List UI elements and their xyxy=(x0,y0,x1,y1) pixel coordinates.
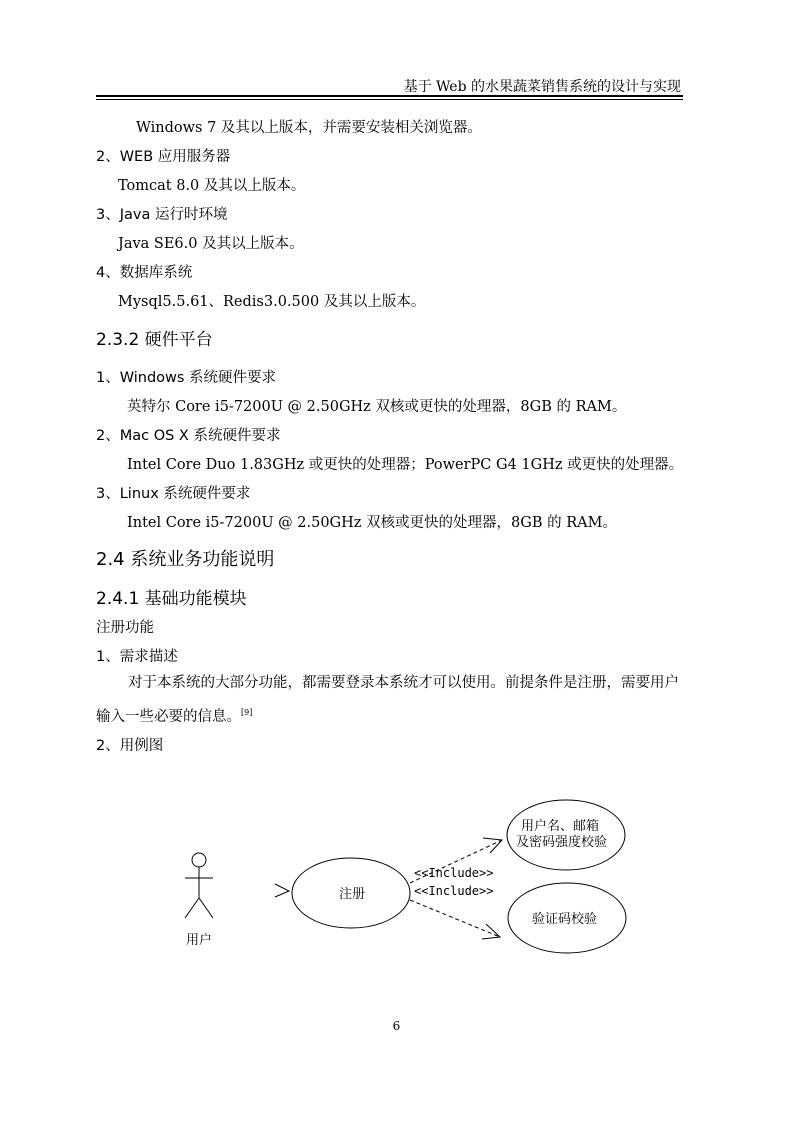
mac-hw-heading: 2、Mac OS X 系统硬件要求 xyxy=(96,428,281,444)
association-arrowhead xyxy=(275,884,289,897)
include-arrowhead-1 xyxy=(483,838,502,853)
register-label: 注册 xyxy=(339,887,366,902)
include-label-2: <<Include>> xyxy=(414,884,494,898)
windows-hw-heading: 1、Windows 系统硬件要求 xyxy=(96,370,277,386)
linux-hw-heading: 3、Linux 系统硬件要求 xyxy=(96,486,251,502)
include-label-1: <<Include>> xyxy=(414,866,494,880)
requirement-heading: 1、需求描述 xyxy=(96,649,178,665)
linux-hw-text: Intel Core i5-7200U @ 2.50GHz 双核或更快的处理器，8GB 的 RAM。 xyxy=(127,515,617,531)
include-arrow-2 xyxy=(410,900,500,937)
captcha-check-label: 验证码校验 xyxy=(532,912,598,927)
hardware-platform-heading: 2.3.2 硬件平台 xyxy=(96,330,213,350)
database-heading: 4、数据库系统 xyxy=(96,265,193,281)
requirement-text: 对于本系统的大部分功能，都需要登录本系统才可以使用。前提条件是注册，需要用户输入一些必要的信息。 xyxy=(96,675,679,725)
include-arrowhead-2 xyxy=(482,924,500,939)
actor-figure xyxy=(185,853,213,918)
running-header: 基于 Web 的水果蔬菜销售系统的设计与实现 xyxy=(403,79,681,95)
actor-right-leg xyxy=(199,898,213,918)
windows-hw-text: 英特尔 Core i5-7200U @ 2.50GHz 双核或更快的处理器，8GB 的 RAM。 xyxy=(127,399,627,415)
page-number: 6 xyxy=(392,1019,401,1033)
database-text: Mysql5.5.61、Redis3.0.500 及其以上版本。 xyxy=(118,294,426,310)
java-heading: 3、Java 运行时环境 xyxy=(96,207,228,223)
actor-label: 用户 xyxy=(186,933,213,948)
java-text: Java SE6.0 及其以上版本。 xyxy=(118,236,304,252)
mac-hw-text: Intel Core Duo 1.83GHz 或更快的处理器；PowerPC G4 1GHz 或更快的处理器。 xyxy=(127,457,684,473)
citation-mark: [9] xyxy=(241,708,253,717)
web-server-text: Tomcat 8.0 及其以上版本。 xyxy=(118,178,306,194)
usecase-heading: 2、用例图 xyxy=(96,738,164,754)
feature-title: 注册功能 xyxy=(96,620,154,636)
credential-check-label-1: 用户名、邮箱 xyxy=(521,819,600,834)
os-requirement-text: Windows 7 及其以上版本，并需要安装相关浏览器。 xyxy=(136,120,482,136)
section-2-4-heading: 2.4 系统业务功能说明 xyxy=(96,549,275,570)
actor-head xyxy=(192,853,206,867)
web-server-heading: 2、WEB 应用服务器 xyxy=(96,149,231,165)
credential-check-label-2: 及密码强度校验 xyxy=(516,835,608,850)
actor-left-leg xyxy=(185,898,199,918)
section-2-4-1-heading: 2.4.1 基础功能模块 xyxy=(96,589,247,609)
